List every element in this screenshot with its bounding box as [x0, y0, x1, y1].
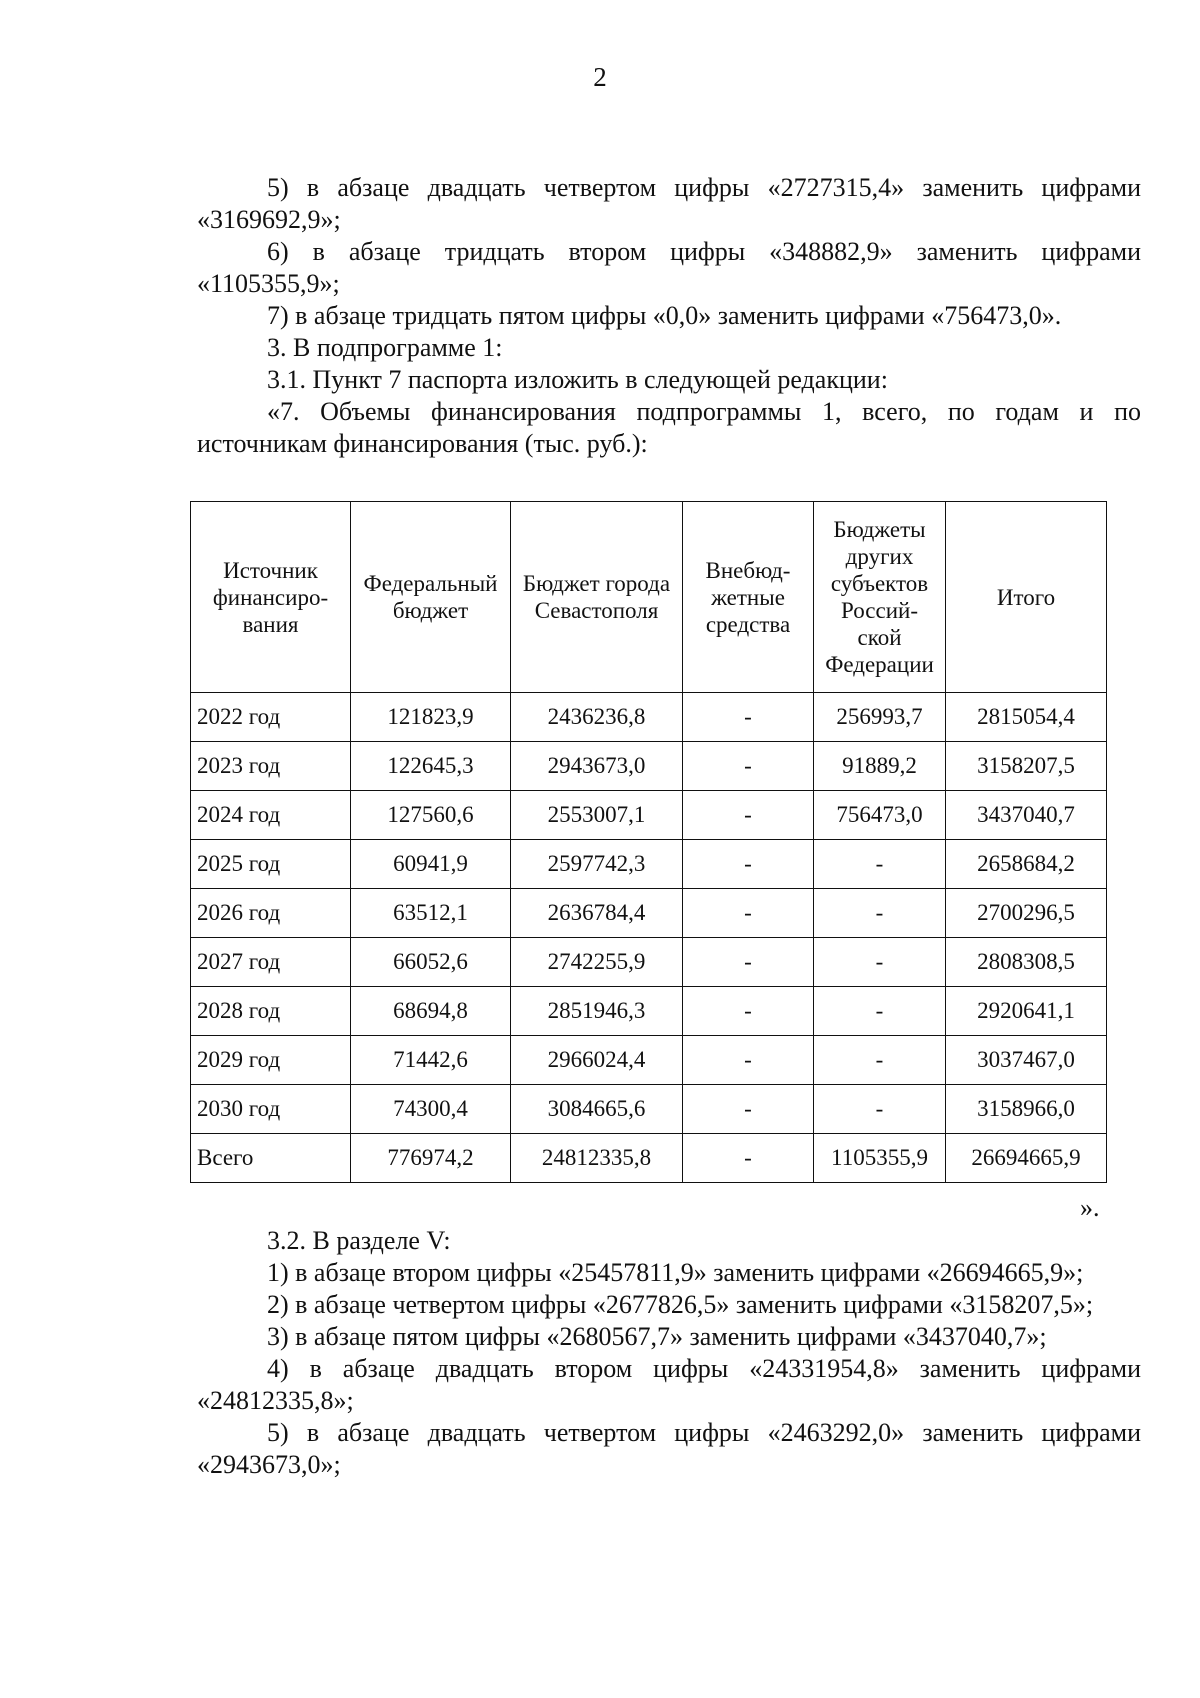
table-cell: 256993,7	[814, 693, 946, 742]
table-cell: Всего	[191, 1134, 351, 1183]
table-cell: 3037467,0	[946, 1036, 1107, 1085]
table-cell: 756473,0	[814, 791, 946, 840]
table-cell: 2597742,3	[511, 840, 683, 889]
table-cell: 2553007,1	[511, 791, 683, 840]
table-cell: -	[814, 987, 946, 1036]
table-cell: 74300,4	[351, 1085, 511, 1134]
paragraph: 7) в абзаце тридцать пятом цифры «0,0» заменить цифрами «756473,0».	[267, 301, 1062, 330]
table-cell: 3158966,0	[946, 1085, 1107, 1134]
table-row	[191, 1085, 1107, 1134]
table-cell: 2636784,4	[511, 889, 683, 938]
paragraph: 1) в абзаце втором цифры «25457811,9» заменить цифрами «26694665,9»;	[267, 1258, 1084, 1287]
paragraph: 6) в абзаце тридцать втором цифры «348882,9» заменить цифрами «1105355,9»;	[197, 237, 1141, 298]
table-row	[191, 840, 1107, 889]
paragraph: 3) в абзаце пятом цифры «2680567,7» заменить цифрами «3437040,7»;	[267, 1322, 1047, 1351]
table-cell: 2029 год	[191, 1036, 351, 1085]
table-row	[191, 693, 1107, 742]
table-cell: -	[683, 938, 814, 987]
table-cell: -	[683, 693, 814, 742]
table-cell: 2966024,4	[511, 1036, 683, 1085]
paragraph: 3.1. Пункт 7 паспорта изложить в следующей редакции:	[267, 365, 888, 394]
table-row	[191, 987, 1107, 1036]
table-cell: 60941,9	[351, 840, 511, 889]
amendments-bottom	[197, 1225, 1141, 1481]
table-cell: 2658684,2	[946, 840, 1107, 889]
table-cell: -	[814, 1036, 946, 1085]
table-cell: 66052,6	[351, 938, 511, 987]
table-cell: 26694665,9	[946, 1134, 1107, 1183]
table-cell: 2851946,3	[511, 987, 683, 1036]
table-cell: -	[683, 840, 814, 889]
table-cell: 3084665,6	[511, 1085, 683, 1134]
header-extrabudgetary: Внебюд-жетные средства	[683, 502, 814, 693]
table-cell: -	[814, 889, 946, 938]
table-cell: -	[683, 742, 814, 791]
table-cell: 2920641,1	[946, 987, 1107, 1036]
table-header-row	[191, 502, 1107, 693]
table-cell: 127560,6	[351, 791, 511, 840]
table-cell: 2742255,9	[511, 938, 683, 987]
page-number: 2	[593, 62, 607, 92]
table-row	[191, 938, 1107, 987]
paragraph: 2) в абзаце четвертом цифры «2677826,5» заменить цифрами «3158207,5»;	[267, 1290, 1094, 1319]
table-cell: 68694,8	[351, 987, 511, 1036]
table-cell: -	[683, 1085, 814, 1134]
paragraph: 4) в абзаце двадцать втором цифры «24331954,8» заменить цифрами «24812335,8»;	[197, 1354, 1141, 1415]
paragraph: 5) в абзаце двадцать четвертом цифры «2727315,4» заменить цифрами «3169692,9»;	[197, 173, 1141, 234]
header-total: Итого	[946, 502, 1107, 693]
table-cell: 2024 год	[191, 791, 351, 840]
header-city-budget: Бюджет города Севастополя	[511, 502, 683, 693]
table-cell: 2030 год	[191, 1085, 351, 1134]
table-cell: 3158207,5	[946, 742, 1107, 791]
table-cell: 2943673,0	[511, 742, 683, 791]
table-cell: -	[683, 987, 814, 1036]
table-cell: -	[683, 1134, 814, 1183]
table-cell: 3437040,7	[946, 791, 1107, 840]
table-cell: 71442,6	[351, 1036, 511, 1085]
closing-quote: ».	[1080, 1193, 1100, 1222]
table-cell: 2025 год	[191, 840, 351, 889]
table-row	[191, 889, 1107, 938]
table-cell: 2700296,5	[946, 889, 1107, 938]
table-cell: 2815054,4	[946, 693, 1107, 742]
header-other-regions: Бюджеты других субъектов Россий-ской Федерации	[814, 502, 946, 693]
table-cell: 122645,3	[351, 742, 511, 791]
amendments-top	[197, 172, 1141, 460]
table-cell: -	[683, 791, 814, 840]
table-cell: -	[814, 1085, 946, 1134]
table-row	[191, 742, 1107, 791]
table-cell: 24812335,8	[511, 1134, 683, 1183]
table-cell: 776974,2	[351, 1134, 511, 1183]
table-cell: 2808308,5	[946, 938, 1107, 987]
table-cell: 121823,9	[351, 693, 511, 742]
table-cell: 2026 год	[191, 889, 351, 938]
paragraph: 5) в абзаце двадцать четвертом цифры «2463292,0» заменить цифрами «2943673,0»;	[197, 1418, 1141, 1479]
paragraph: 3. В подпрограмме 1:	[267, 333, 503, 362]
financing-table	[190, 501, 1107, 1183]
table-cell: 63512,1	[351, 889, 511, 938]
paragraph: «7. Объемы финансирования подпрограммы 1, всего, по годам и по источникам финансирования (тыс. руб.):	[197, 397, 1141, 458]
table-cell: -	[683, 1036, 814, 1085]
table-row	[191, 791, 1107, 840]
table-cell: 2027 год	[191, 938, 351, 987]
table-cell: 91889,2	[814, 742, 946, 791]
paragraph: 3.2. В разделе V:	[267, 1226, 451, 1255]
table-cell: -	[683, 889, 814, 938]
table-cell: 2436236,8	[511, 693, 683, 742]
table-cell: 2023 год	[191, 742, 351, 791]
table-cell: 2022 год	[191, 693, 351, 742]
table-row	[191, 1036, 1107, 1085]
table-cell: -	[814, 840, 946, 889]
table-cell: 2028 год	[191, 987, 351, 1036]
table-cell: 1105355,9	[814, 1134, 946, 1183]
header-source: Источник финансиро-вания	[191, 502, 351, 693]
header-federal-budget: Федеральный бюджет	[351, 502, 511, 693]
table-row-total	[191, 1134, 1107, 1183]
table-cell: -	[814, 938, 946, 987]
